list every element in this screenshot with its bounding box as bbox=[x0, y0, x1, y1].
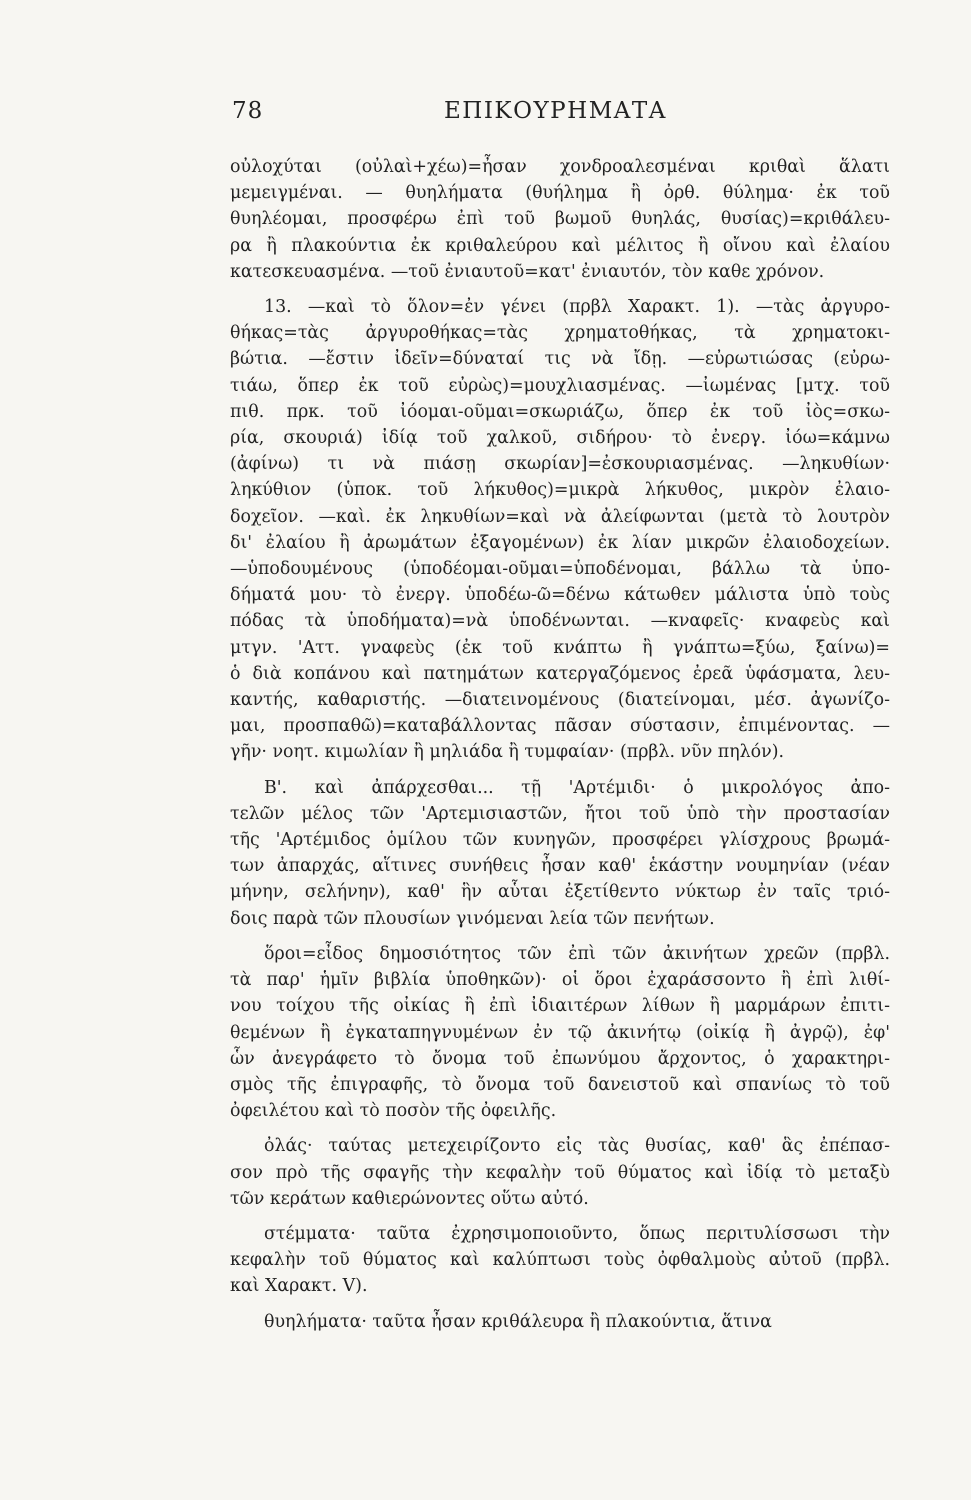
text-line: τὰ παρ' ἡμῖν βιβλία ὑποθηκῶν)· οἱ ὅροι ἐχαράσσοντο ἢ ἐπὶ λιθί- bbox=[230, 970, 890, 991]
text-line: Β'. καὶ ἀπάρχεσθαι... τῇ 'Αρτέμιδι· ὁ μικρολόγος ἀπο- bbox=[264, 777, 890, 798]
text-line: τελῶν μέλος τῶν 'Αρτεμισιαστῶν, ἤτοι τοῦ ὑπὸ τὴν προστασίαν bbox=[230, 803, 890, 824]
text-line: θήκας=τὰς ἀργυροθήκας=τὰς χρηματοθήκας, τὰ χρηματοκι- bbox=[230, 323, 890, 344]
text-line: τῆς 'Αρτέμιδος ὁμίλου τῶν κυνηγῶν, προσφέρει γλίσχρους βρωμά- bbox=[230, 830, 890, 851]
paragraph bbox=[230, 1309, 890, 1335]
text-line: ὅροι=εἶδος δημοσιότητος τῶν ἐπὶ τῶν ἀκινήτων χρεῶν (πρβλ. bbox=[264, 943, 890, 964]
paragraph-gap bbox=[230, 285, 890, 294]
text-line: ρία, σκουριά) ἰδίᾳ τοῦ χαλκοῦ, σιδήρου· τὸ ἐνεργ. ἰόω=κάμνω bbox=[230, 428, 890, 449]
text-line: καντής, καθαριστής. —διατεινομένους (διατείνομαι, μέσ. ἀγωνίζο- bbox=[230, 690, 890, 711]
text-line: δήματά μου· τὸ ἐνεργ. ὑποδέω-ῶ=δένω κάτωθεν μάλιστα ὑπὸ τοὺς bbox=[230, 585, 890, 606]
text-line: (ἀφίνω) τι νὰ πιάσῃ σκωρίαν]=ἐσκουριασμένας. —ληκυθίων· bbox=[230, 454, 890, 475]
text-line: θυηλέομαι, προσφέρω ἐπὶ τοῦ βωμοῦ θυηλάς, θυσίας)=κριθάλευ- bbox=[230, 209, 890, 230]
text-line: ὀλάς· ταύτας μετεχειρίζοντο εἰς τὰς θυσίας, καθ' ἃς ἐπέπασ- bbox=[264, 1136, 890, 1157]
text-line: μεμειγμέναι. — θυηλήματα (θυήλημα ἢ ὀρθ. θύλημα· ἐκ τοῦ bbox=[230, 183, 890, 204]
text-line: θυηλήματα· ταῦτα ἦσαν κριθάλευρα ἢ πλακούντια, ἅτινα bbox=[264, 1311, 772, 1332]
text-line: τῶν κεράτων καθιερώνοντες οὕτω αὐτό. bbox=[230, 1188, 589, 1209]
text-line: θεμένων ἢ ἐγκαταπηγνυμένων ἐν τῷ ἀκινήτῳ (οἰκίᾳ ἢ ἀγρῷ), ἐφ' bbox=[230, 1022, 890, 1043]
text-line: σον πρὸ τῆς σφαγῆς τὴν κεφαλὴν τοῦ θύματος καὶ ἰδίᾳ τὸ μεταξὺ bbox=[230, 1162, 890, 1183]
text-line: κεφαλὴν τοῦ θύματος καὶ καλύπτωσι τοὺς ὀφθαλμοὺς αὐτοῦ (πρβλ. bbox=[230, 1250, 890, 1271]
text-line: —ὑποδουμένους (ὑποδέομαι-οῦμαι=ὑποδένομαι, βάλλω τὰ ὑπο- bbox=[230, 559, 890, 580]
paragraph-gap bbox=[230, 766, 890, 775]
text-line: βώτια. —ἔστιν ἰδεῖν=δύναταί τις νὰ ἴδῃ. —εὐρωτιώσας (εὐρω- bbox=[230, 349, 890, 370]
paragraph bbox=[230, 941, 890, 1124]
text-line: κατεσκευασμένα. —τοῦ ἐνιαυτοῦ=κατ' ἐνιαυτόν, τὸν καθε χρόνον. bbox=[230, 261, 825, 282]
page-header bbox=[232, 98, 872, 132]
text-line: οὐλοχύται (οὐλαὶ+χέω)=ἦσαν χονδροαλεσμέναι κριθαὶ ἅλατι bbox=[230, 157, 890, 177]
paragraph bbox=[230, 294, 890, 766]
text-line: πιθ. πρκ. τοῦ ἰόομαι-οῦμαι=σκωριάζω, ὅπερ ἐκ τοῦ ἰὸς=σκω- bbox=[230, 401, 890, 422]
text-line: δι' ἐλαίου ἢ ἀρωμάτων ἐξαγομένων) ἐκ λίαν μικρῶν ἐλαιοδοχείων. bbox=[230, 532, 890, 553]
paragraph-gap bbox=[230, 1212, 890, 1221]
text-line: ὀφειλέτου καὶ τὸ ποσὸν τῆς ὀφειλῆς. bbox=[230, 1101, 557, 1122]
text-line: των ἀπαρχάς, αἵτινες συνήθεις ἦσαν καθ' ἑκάστην νουμηνίαν (νέαν bbox=[230, 856, 890, 877]
text-line: ρα ἢ πλακούντια ἐκ κριθαλεύρου καὶ μέλιτος ἢ οἴνου καὶ ἐλαίου bbox=[230, 235, 890, 256]
text-line: σμὸς τῆς ἐπιγραφῆς, τὸ ὄνομα τοῦ δανειστοῦ καὶ σπανίως τὸ τοῦ bbox=[230, 1074, 890, 1095]
text-line: πόδας τὰ ὑποδήματα)=νὰ ὑποδένωνται. —κναφεῖς· κναφεὺς καὶ bbox=[230, 611, 890, 632]
page-number: 78 bbox=[232, 98, 264, 124]
running-title: ΕΠΙΚΟΥΡΗΜΑΤΑ bbox=[444, 98, 667, 124]
paragraph-gap bbox=[230, 1124, 890, 1133]
text-line: ὁ διὰ κοπάνου καὶ πατημάτων κατεργαζόμενος ἐρεᾶ ὑφάσματα, λευ- bbox=[230, 663, 890, 684]
text-line: καὶ Χαρακτ. V). bbox=[230, 1276, 368, 1297]
text-line: 13. —καὶ τὸ ὅλον=ἐν γένει (πρβλ Χαρακτ. 1). —τὰς ἀργυρο- bbox=[264, 297, 890, 318]
paragraph-gap bbox=[230, 1300, 890, 1309]
paragraph bbox=[230, 154, 890, 285]
text-line: ληκύθιον (ὑποκ. τοῦ λήκυθος)=μικρὰ λήκυθος, μικρὸν ἐλαιο- bbox=[230, 480, 890, 501]
paragraph-gap bbox=[230, 932, 890, 941]
text-line: στέμματα· ταῦτα ἐχρησιμοποιοῦντο, ὅπως περιτυλίσσωσι τὴν bbox=[264, 1223, 890, 1244]
text-line: νου τοίχου τῆς οἰκίας ἢ ἐπὶ ἰδιαιτέρων λίθων ἢ μαρμάρων ἐπιτι- bbox=[230, 996, 890, 1017]
paragraph bbox=[230, 775, 890, 932]
text-line: μαι, προσπαθῶ)=καταβάλλοντας πᾶσαν σύστασιν, ἐπιμένοντας. — bbox=[230, 716, 890, 737]
text-line: μτγν. 'Αττ. γναφεὺς (ἐκ τοῦ κνάπτω ἢ γνάπτω=ξύω, ξαίνω)= bbox=[230, 637, 890, 658]
text-line: γῆν· νοητ. κιμωλίαν ἢ μηλιάδα ἢ τυμφαίαν· (πρβλ. νῦν πηλόν). bbox=[230, 742, 785, 763]
text-line: τιάω, ὅπερ ἐκ τοῦ εὐρὼς)=μουχλιασμένας. —ἰωμένας [μτχ. τοῦ bbox=[230, 375, 890, 396]
text-line: δοις παρὰ τῶν πλουσίων γινόμεναι λεία τῶν πενήτων. bbox=[230, 908, 715, 929]
paragraph bbox=[230, 1133, 890, 1212]
paragraph bbox=[230, 1221, 890, 1300]
body-text bbox=[230, 154, 890, 1335]
text-line: μήνην, σελήνην), καθ' ἣν αὗται ἐξετίθεντο νύκτωρ ἐν ταῖς τριό- bbox=[230, 882, 890, 903]
text-line: ὧν ἀνεγράφετο τὸ ὄνομα τοῦ ἐπωνύμου ἄρχοντος, ὁ χαρακτηρι- bbox=[230, 1048, 890, 1069]
text-line: δοχεῖον. —καὶ. ἐκ ληκυθίων=καὶ νὰ ἀλείφωνται (μετὰ τὸ λουτρὸν bbox=[230, 506, 890, 527]
